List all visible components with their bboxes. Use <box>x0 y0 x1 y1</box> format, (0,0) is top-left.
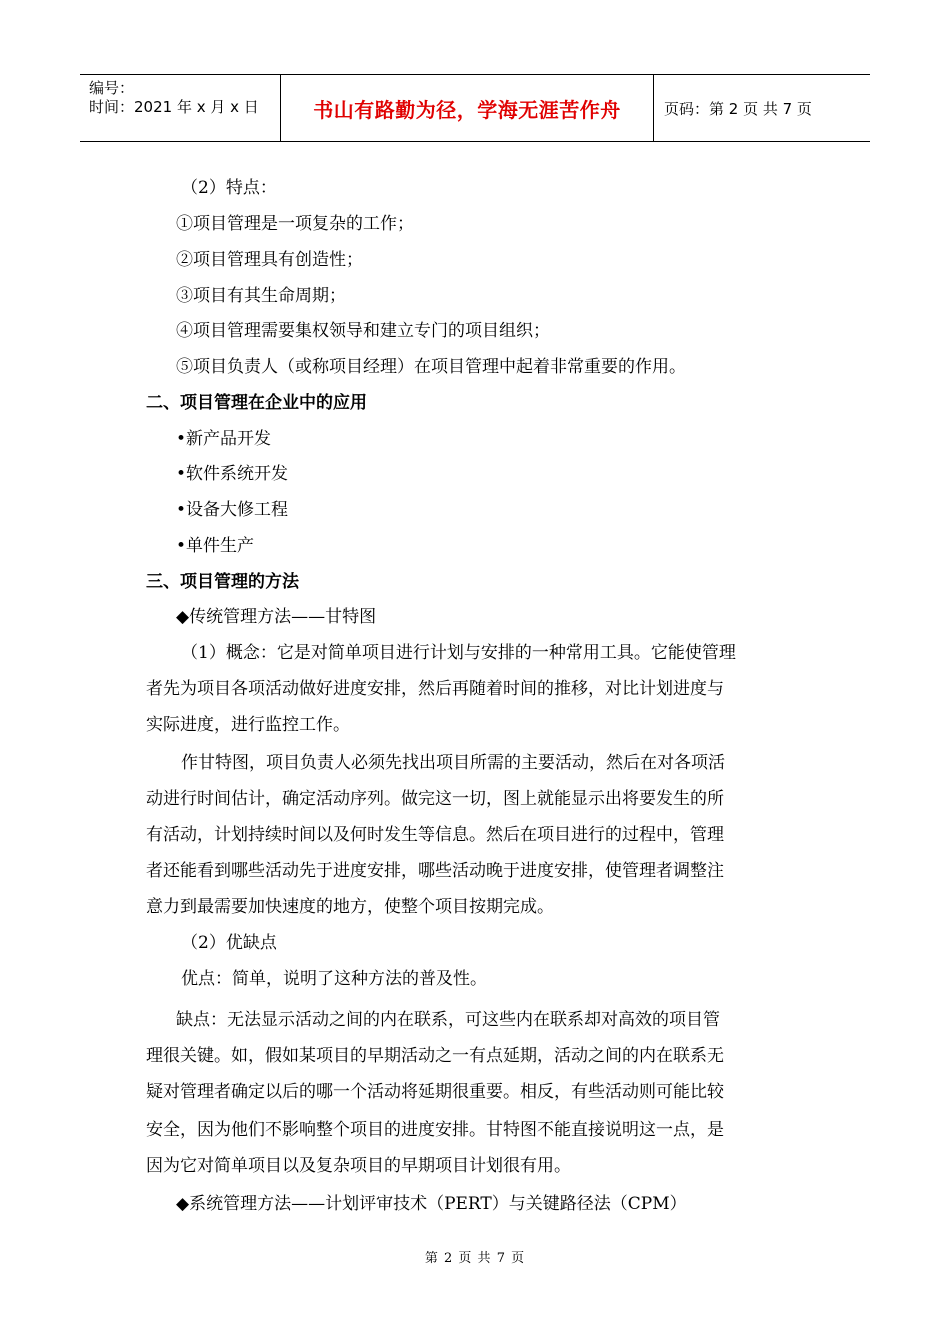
header-meta-cell <box>80 75 281 141</box>
paragraph-line: 动进行时间估计，确定活动序列。做完这一切，图上就能显示出将要发生的所 <box>146 789 724 809</box>
section-heading-2: 二、项目管理在企业中的应用 <box>146 393 367 413</box>
subsection-heading: ◆系统管理方法——计划评审技术（PERT）与关键路径法（CPM） <box>176 1194 687 1214</box>
features-heading: （2）特点： <box>181 178 277 198</box>
document-header <box>80 74 870 142</box>
paragraph-line: 者先为项目各项活动做好进度安排，然后再随着时间的推移，对比计划进度与 <box>146 679 724 699</box>
paragraph-line: 实际进度，进行监控工作。 <box>146 715 350 735</box>
pros-cons-heading: （2）优缺点 <box>181 933 277 953</box>
paragraph-line: 因为它对简单项目以及复杂项目的早期项目计划很有用。 <box>146 1156 571 1176</box>
paragraph-line: 者还能看到哪些活动先于进度安排，哪些活动晚于进度安排，使管理者调整注 <box>146 861 724 881</box>
bullet-item: •软件系统开发 <box>176 464 289 484</box>
section-heading-3: 三、项目管理的方法 <box>146 572 299 592</box>
paragraph-line: 有活动，计划持续时间以及何时发生等信息。然后在项目进行的过程中，管理 <box>146 825 724 845</box>
time-label: 时间：2021 年 x 月 x 日 <box>89 98 259 116</box>
feature-item: ②项目管理具有创造性； <box>176 250 363 270</box>
feature-item: ③项目有其生命周期； <box>176 286 346 306</box>
bullet-item: •设备大修工程 <box>176 500 289 520</box>
feature-item: ④项目管理需要集权领导和建立专门的项目组织； <box>176 321 550 341</box>
feature-item: ⑤项目负责人（或称项目经理）在项目管理中起着非常重要的作用。 <box>176 357 686 377</box>
paragraph-line: 优点：简单，说明了这种方法的普及性。 <box>181 969 487 989</box>
paragraph-line: 缺点：无法显示活动之间的内在联系，可这些内在联系却对高效的项目管 <box>176 1010 720 1030</box>
bullet-item: •单件生产 <box>176 536 255 556</box>
subsection-heading: ◆传统管理方法——甘特图 <box>176 607 377 627</box>
paragraph-line: 疑对管理者确定以后的哪一个活动将延期很重要。相反，有些活动则可能比较 <box>146 1082 724 1102</box>
bullet-item: •新产品开发 <box>176 429 272 449</box>
number-label: 编号： <box>89 79 135 97</box>
feature-item: ①项目管理是一项复杂的工作； <box>176 214 414 234</box>
paragraph-line: （1）概念：它是对简单项目进行计划与安排的一种常用工具。它能使管理 <box>181 643 736 663</box>
paragraph-line: 意力到最需要加快速度的地方，使整个项目按期完成。 <box>146 897 554 917</box>
header-slogan: 书山有路勤为径，学海无涯苦作舟 <box>281 75 654 141</box>
paragraph-line: 作甘特图，项目负责人必须先找出项目所需的主要活动，然后在对各项活 <box>181 753 725 773</box>
page-footer: 第 2 页 共 7 页 <box>424 1251 526 1266</box>
paragraph-line: 理很关键。如，假如某项目的早期活动之一有点延期，活动之间的内在联系无 <box>146 1046 724 1066</box>
header-page-info: 页码：第 2 页 共 7 页 <box>664 99 812 118</box>
paragraph-line: 安全，因为他们不影响整个项目的进度安排。甘特图不能直接说明这一点，是 <box>146 1120 724 1140</box>
